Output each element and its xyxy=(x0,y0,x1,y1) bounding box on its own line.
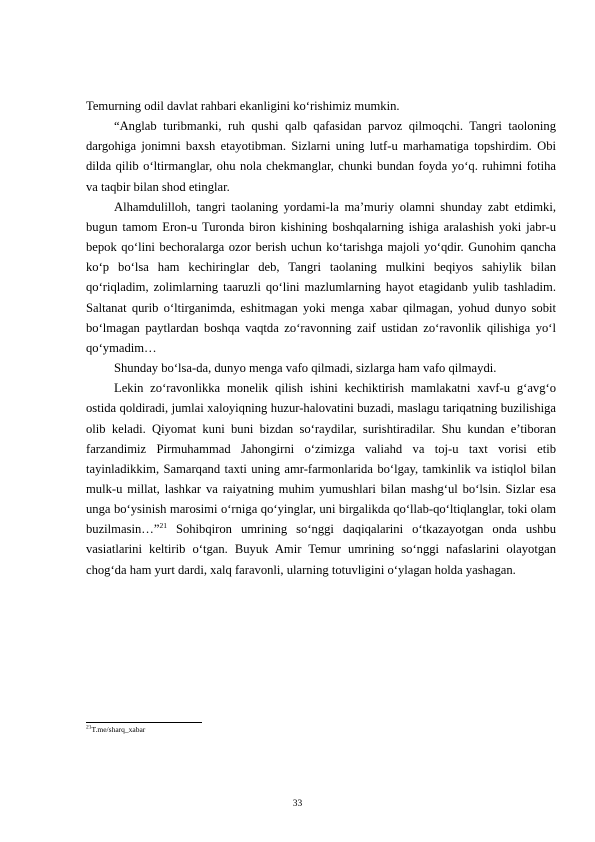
footnote-reference[interactable]: 21 xyxy=(159,521,167,531)
footnote-number: 21 xyxy=(86,724,92,731)
page-number: 33 xyxy=(292,799,303,809)
paragraph-alhamdulilloh: Alhamdulilloh, tangri taolaning yordami-la ma’muriy olamni shunday zabt etdimki, bugun tamom Eron-u Turonda biron kishining boshqalarning ishiga aralashish yoki jabr-u bepok qo‘lini bechoralarga ozor berish uchun ko‘tarishga majoli yo‘qdir. Gunohim qancha ko‘p bo‘lsa ham kechiringlar deb, Tangri taolaning mulkini beqiyos sahiylik bilan qo‘riqladim, zolimlarning taaruzli qo‘lini mazlumlarning hayot etagidanb yulib tashladim. Saltanat qurib o‘ltirganimda, eshitmagan yoki menga xabar qilmagan, yohud dunyo sobit bo‘lmagan paytlardan boshqa vaqtda zo‘ravonning zaif ustidan zo‘ravonlik qilishiga yo‘l qo‘ymadim… xyxy=(86,199,556,355)
paragraph-continuation: Temurning odil davlat rahbari ekanligini ko‘rishimiz mumkin. xyxy=(86,99,400,113)
footnote xyxy=(86,725,145,735)
paragraph-lekin-continuation: Sohibqiron umrining so‘nggi daqiqalarini o‘tkazayotgan onda ushbu vasiatlarini keltirib o‘tgan. Buyuk Amir Temur umrining so‘nggi nafaslarini olayotgan chog‘da ham yurt dardi, xalq faravonli, ularning totuvligini o‘ylagan holda yashagan. xyxy=(86,522,556,577)
paragraph-quote-opening: “Anglab turibmanki, ruh qushi qalb qafasidan parvoz qilmoqchi. Tangri taoloning dargohiga jonimni baxsh etayotibman. Sizlarni uning lutf-u marhamatiga topshirdim. Obi dilda qilib o‘ltirmanglar, ohu nola chekmanglar, chunki bundan foyda yo‘q. ruhimni fotiha va taqbir bilan shod etinglar. xyxy=(86,119,556,194)
footnote-separator xyxy=(86,722,202,723)
paragraph-lekin xyxy=(86,378,556,580)
footnote-text[interactable]: T.me/sharq_xabar xyxy=(91,725,146,734)
page-body xyxy=(86,96,556,580)
paragraph-lekin-text: Lekin zo‘ravonlikka monelik qilish ishini kechiktirish mamlakatni xavf-u g‘avg‘o ostida qoldiradi, jumlai xaloyiqning huzur-halovatini buzadi, maslagu tariqatning buzilishiga olib keladi. Qiyomat kuni buni bizdan so‘raydilar, surishtiradilar. Shu kundan e’tiboran farzandimiz Pirmuhammad Jahongirni o‘zimizga valiahd va toj-u taxt vorisi etib tayinladikkim, Samarqand taxti uning amr-farmonlarida bo‘lgay, tamkinlik va istiqlol bilan mulk-u millat, lashkar va raiyatning muhim yumushlari bilan mashg‘ul bo‘lsin. Sizlar esa unga bo‘ysinish marosimi o‘rniga qo‘yinglar, uni birgalikda qo‘llab-qo‘ltiqlanglar, toki olam buzilmasin…” xyxy=(86,381,556,537)
paragraph-shunday: Shunday bo‘lsa-da, dunyo menga vafo qilmadi, sizlarga ham vafo qilmaydi. xyxy=(114,361,497,376)
